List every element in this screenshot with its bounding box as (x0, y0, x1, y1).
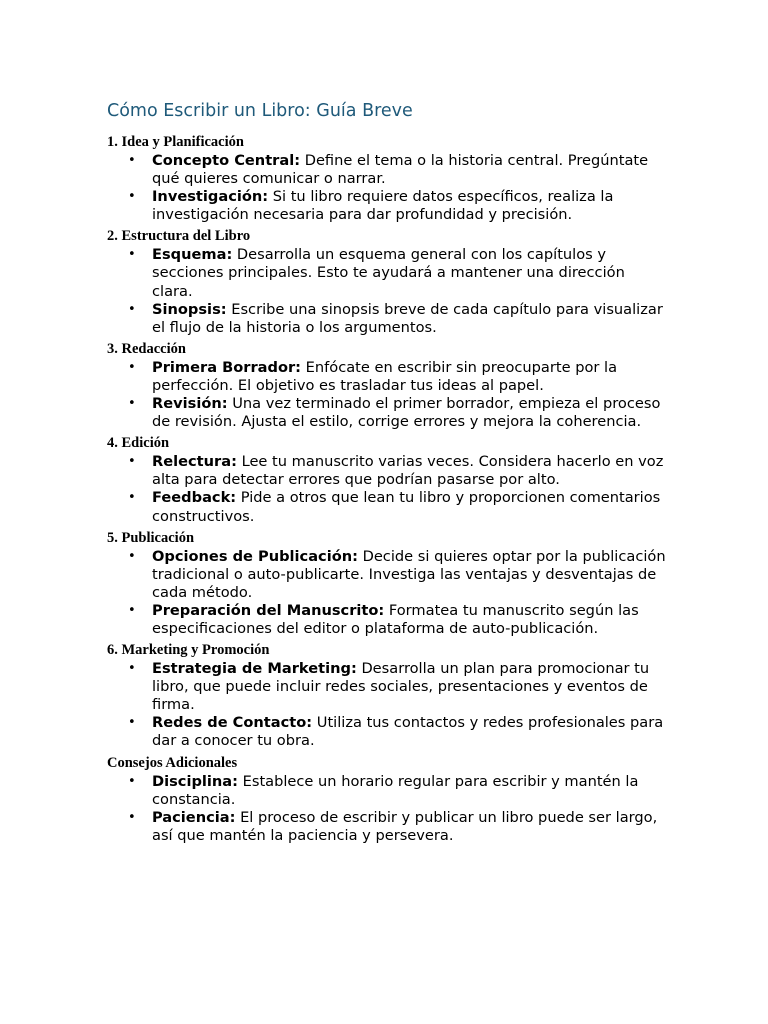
section-heading: 3. Redacción (107, 340, 186, 357)
section-heading: 1. Idea y Planificación (107, 134, 244, 150)
item-term: Disciplina: (152, 772, 238, 790)
item-description: Desarrolla un plan para promocionar tu libro, que puede incluir redes sociales, presentaciones y eventos de firma. (152, 660, 650, 714)
bullet-icon: • (128, 661, 136, 677)
list-item (107, 548, 667, 602)
list-item (107, 453, 667, 489)
list-item (107, 602, 667, 638)
bullet-list (107, 453, 667, 525)
item-term: Estrategia de Marketing: (152, 660, 357, 678)
bullet-icon: • (128, 454, 136, 470)
bullet-icon: • (128, 809, 136, 825)
page-title: Cómo Escribir un Libro: Guía Breve (107, 101, 413, 121)
bullet-list (107, 548, 667, 638)
bullet-icon: • (128, 396, 136, 412)
item-term: Redes de Contacto: (152, 714, 313, 732)
list-item (107, 359, 667, 395)
item-term: Paciencia: (152, 808, 236, 826)
item-term: Relectura: (152, 453, 237, 471)
item-description: Si tu libro requiere datos específicos, realiza la investigación necesaria para dar profundidad y precisión. (152, 188, 614, 224)
list-item (107, 301, 667, 337)
bullet-list (107, 152, 667, 224)
section-heading: 2. Estructura del Libro (107, 228, 251, 245)
section-heading: 5. Publicación (107, 529, 195, 546)
list-item (107, 660, 667, 714)
item-term: Preparación del Manuscrito: (152, 601, 385, 619)
bullet-icon: • (128, 301, 136, 317)
bullet-list (107, 773, 667, 845)
list-item (107, 152, 667, 188)
bullet-icon: • (128, 359, 136, 375)
list-item (107, 489, 667, 525)
section-heading: Consejos Adicionales (107, 754, 238, 771)
bullet-icon: • (128, 548, 136, 564)
item-term: Investigación: (152, 188, 269, 206)
item-description: Establece un horario regular para escribir y mantén la constancia. (152, 772, 639, 808)
item-term: Opciones de Publicación: (152, 547, 358, 565)
bullet-list (107, 359, 667, 431)
section-heading: 4. Edición (107, 435, 170, 452)
item-term: Feedback: (152, 489, 237, 507)
item-description: Pide a otros que lean tu libro y proporcionen comentarios constructivos. (152, 489, 661, 525)
item-term: Sinopsis: (152, 300, 227, 318)
bullet-icon: • (128, 490, 136, 506)
item-term: Primera Borrador: (152, 358, 302, 376)
bullet-list (107, 660, 667, 750)
document-page (107, 98, 667, 847)
bullet-icon: • (128, 189, 136, 205)
sections-container (107, 132, 667, 845)
item-description: Lee tu manuscrito varias veces. Considera hacerlo en voz alta para detectar errores que podrían pasarse por alto. (152, 453, 664, 489)
item-description: Utiliza tus contactos y redes profesionales para dar a conocer tu obra. (152, 714, 664, 750)
list-item (107, 773, 667, 809)
item-description: Formatea tu manuscrito según las especificaciones del editor o plataforma de auto-publicación. (152, 601, 639, 637)
item-term: Concepto Central: (152, 152, 301, 169)
section-heading: 6. Marketing y Promoción (107, 642, 270, 659)
bullet-icon: • (128, 602, 136, 618)
bullet-icon: • (128, 715, 136, 731)
list-item (107, 714, 667, 750)
bullet-icon: • (128, 773, 136, 789)
list-item (107, 809, 667, 845)
item-description: Enfócate en escribir sin preocuparte por la perfección. El objetivo es trasladar tus ideas al papel. (152, 358, 618, 394)
bullet-list (107, 246, 667, 336)
item-term: Revisión: (152, 395, 228, 413)
item-term: Esquema: (152, 246, 233, 264)
list-item (107, 395, 667, 431)
bullet-icon: • (128, 153, 136, 168)
item-description: Escribe una sinopsis breve de cada capítulo para visualizar el flujo de la historia o los argumentos. (152, 300, 663, 336)
list-item (107, 188, 667, 224)
item-description: Decide si quieres optar por la publicación tradicional o auto-publicarte. Investiga las ventajas y desventajas de cada método. (152, 547, 666, 601)
bullet-icon: • (128, 247, 136, 263)
item-description: Desarrolla un esquema general con los capítulos y secciones principales. Esto te ayudará a mantener una dirección clara. (152, 246, 625, 300)
list-item (107, 246, 667, 300)
item-description: Una vez terminado el primer borrador, empieza el proceso de revisión. Ajusta el estilo, corrige errores y mejora la coherencia. (152, 395, 661, 431)
item-description: El proceso de escribir y publicar un libro puede ser largo, así que mantén la paciencia y persevera. (152, 808, 658, 844)
item-description: Define el tema o la historia central. Pregúntate qué quieres comunicar o narrar. (152, 152, 649, 188)
